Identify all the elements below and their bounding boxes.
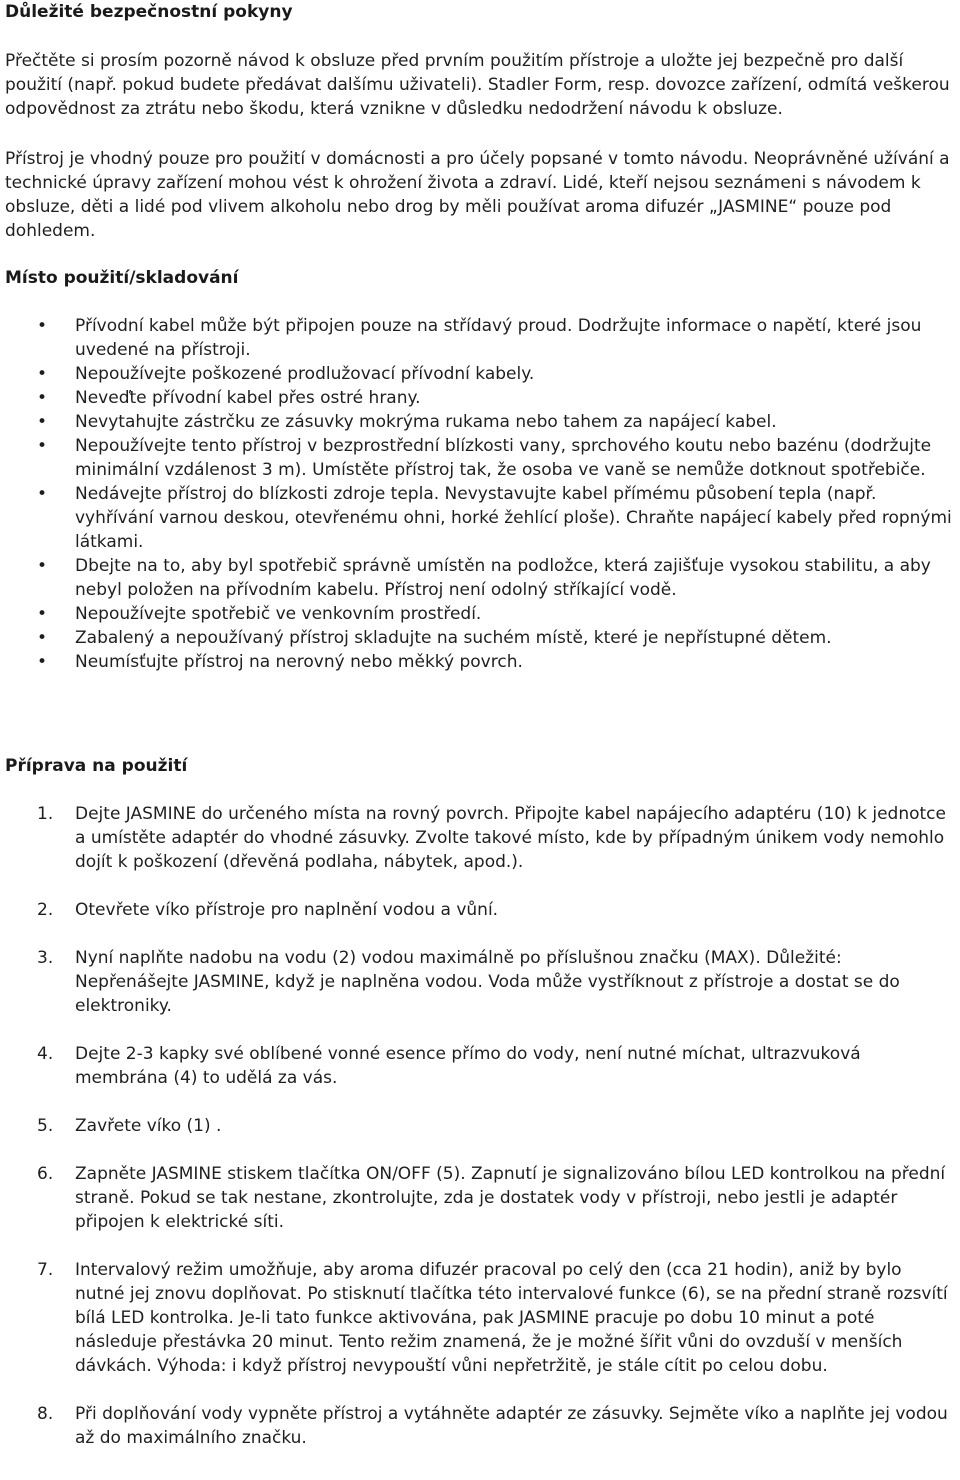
placement-safety-list <box>0 314 955 674</box>
bullet-marker: • <box>37 628 48 648</box>
list-item-text: Nepoužívejte poškozené prodlužovací přívodní kabely. <box>75 364 535 384</box>
step-text: Dejte JASMINE do určeného místa na rovný povrch. Připojte kabel napájecího adaptéru (10) k jednotce a umístěte adaptér do vhodné zásuvky. Zvolte takové místo, kde by případným únikem vody nemohlo dojít k poškození (dřevěná podlaha, nábytek, apod.). <box>75 804 946 872</box>
step-item <box>0 1042 955 1090</box>
intro-paragraph-2: Přístroj je vhodný pouze pro použití v domácnosti a pro účely popsané v tomto návodu. Neoprávněné užívání a technické úpravy zařízení mohou vést k ohrožení života a zdraví. Lidé, kteří nejsou seznámeni s návodem k obsluze, děti a lidé pod vlivem alkoholu nebo drog by měli používat aroma difuzér „JASMINE“ pouze pod dohledem. <box>5 149 950 241</box>
list-item-text: Nedávejte přístroj do blízkosti zdroje tepla. Nevystavujte kabel přímému působení tepla (např. vyhřívání varnou deskou, otevřenému ohni, horké žehlící ploše). Chraňte napájecí kabely před ropnými látkami. <box>75 484 952 552</box>
list-item-text: Neumísťujte přístroj na nerovný nebo měkký povrch. <box>75 652 523 672</box>
intro-paragraph-1: Přečtěte si prosím pozorně návod k obsluze před prvním použitím přístroje a uložte jej bezpečně pro další použití (např. pokud budete předávat dalšímu uživateli). Stadler Form, resp. dovozce zařízení, odmítá veškerou odpovědnost za ztrátu nebo škodu, která vznikne v důsledku nedodržení návodu k obsluze. <box>5 51 950 119</box>
step-item <box>0 1114 955 1138</box>
bullet-marker: • <box>37 364 48 384</box>
bullet-marker: • <box>37 556 48 576</box>
list-item <box>0 626 955 650</box>
step-text: Dejte 2-3 kapky své oblíbené vonné esence přímo do vody, není nutné míchat, ultrazvuková membrána (4) to udělá za vás. <box>75 1044 861 1088</box>
list-item-text: Nepoužívejte spotřebič ve venkovním prostředí. <box>75 604 482 624</box>
step-item <box>0 802 955 874</box>
list-item <box>0 554 955 602</box>
step-text: Při doplňování vody vypněte přístroj a vytáhněte adaptér ze zásuvky. Sejměte víko a naplňte jej vodou až do maximálního značku. <box>75 1404 948 1448</box>
list-item-text: Přívodní kabel může být připojen pouze na střídavý proud. Dodržujte informace o napětí, které jsou uvedené na přístroji. <box>75 316 922 360</box>
list-item <box>0 434 955 482</box>
step-number: 3. <box>37 948 54 968</box>
list-item-text: Zabalený a nepoužívaný přístroj skladujte na suchém místě, které je nepřístupné dětem. <box>75 628 832 648</box>
step-text: Otevřete víko přístroje pro naplnění vodou a vůní. <box>75 900 499 920</box>
bullet-marker: • <box>37 604 48 624</box>
step-item <box>0 1402 955 1450</box>
step-number: 8. <box>37 1404 54 1424</box>
page-title: Důležité bezpečnostní pokyny <box>5 2 293 22</box>
step-item <box>0 898 955 922</box>
section-heading-preparation: Příprava na použití <box>5 756 188 776</box>
step-text: Zapněte JASMINE stiskem tlačítka ON/OFF (5). Zapnutí je signalizováno bílou LED kontrolkou na přední straně. Pokud se tak nestane, zkontrolujte, zda je dostatek vody v přístroji, nebo jestli je adaptér připojen k elektrické síti. <box>75 1164 946 1232</box>
list-item <box>0 650 955 674</box>
list-item-text: Nevytahujte zástrčku ze zásuvky mokrýma rukama nebo tahem za napájecí kabel. <box>75 412 777 432</box>
list-item <box>0 314 955 362</box>
bullet-marker: • <box>37 436 48 456</box>
step-number: 2. <box>37 900 54 920</box>
list-item-text: Nepoužívejte tento přístroj v bezprostřední blízkosti vany, sprchového koutu nebo bazénu (dodržujte minimální vzdálenost 3 m). Umístěte přístroj tak, že osoba ve vaně se nemůže dotknout spotřebiče. <box>75 436 932 480</box>
bullet-marker: • <box>37 652 48 672</box>
step-number: 4. <box>37 1044 54 1064</box>
list-item <box>0 362 955 386</box>
step-number: 6. <box>37 1164 54 1184</box>
list-item <box>0 482 955 554</box>
bullet-marker: • <box>37 484 48 504</box>
step-number: 1. <box>37 804 54 824</box>
bullet-marker: • <box>37 316 48 336</box>
list-item <box>0 410 955 434</box>
bullet-marker: • <box>37 412 48 432</box>
step-text: Intervalový režim umožňuje, aby aroma difuzér pracoval po celý den (cca 21 hodin), aniž by bylo nutné jej znovu doplňovat. Po stisknutí tlačítka této intervalové funkce (6), se na přední straně rozsvítí bílá LED kontrolka. Je-li tato funkce aktivována, pak JASMINE pracuje po dobu 10 minut a poté následuje přestávka 20 minut. Tento režim znamená, že je možné šířit vůni do ovzduší v menších dávkách. Výhoda: i když přístroj nevypouští vůni nepřetržitě, je stále cítit po celou dobu. <box>75 1260 948 1376</box>
step-text: Nyní naplňte nadobu na vodu (2) vodou maximálně po příslušnou značku (MAX). Důležité: Nepřenášejte JASMINE, když je naplněna vodou. Voda může vystříknout z přístroje a dostat se do elektroniky. <box>75 948 900 1016</box>
preparation-steps-list <box>0 802 955 1474</box>
list-item-text: Dbejte na to, aby byl spotřebič správně umístěn na podložce, která zajišťuje vysokou stabilitu, a aby nebyl položen na přívodním kabelu. Přístroj není odolný stříkající vodě. <box>75 556 931 600</box>
section-heading-placement: Místo použití/skladování <box>5 268 239 288</box>
step-item <box>0 1258 955 1378</box>
list-item-text: Neveďte přívodní kabel přes ostré hrany. <box>75 388 421 408</box>
bullet-marker: • <box>37 388 48 408</box>
step-item <box>0 1162 955 1234</box>
list-item <box>0 386 955 410</box>
list-item <box>0 602 955 626</box>
step-item <box>0 946 955 1018</box>
step-number: 5. <box>37 1116 54 1136</box>
step-text: Zavřete víko (1) . <box>75 1116 222 1136</box>
step-number: 7. <box>37 1260 54 1280</box>
